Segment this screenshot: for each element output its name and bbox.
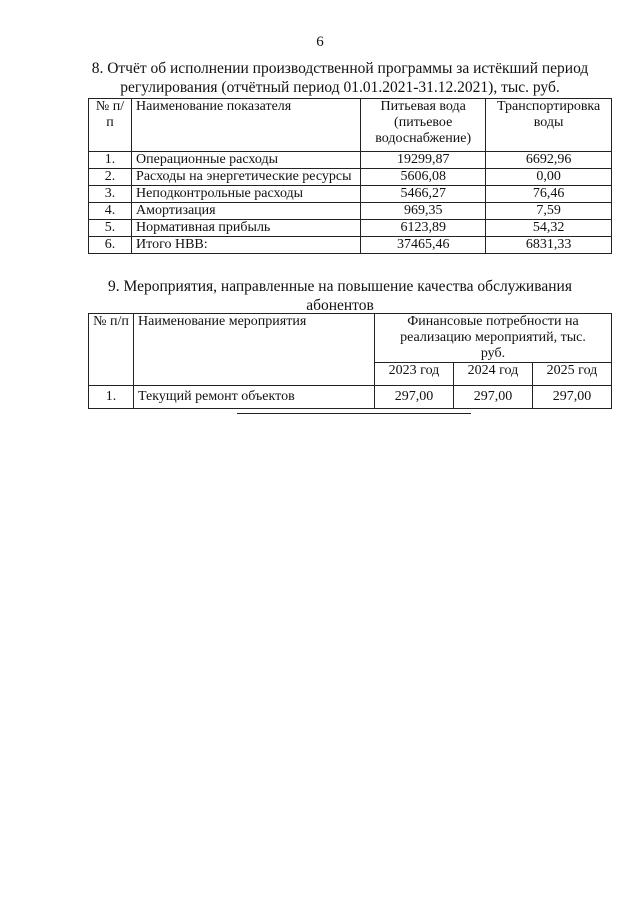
row-transport-value: 6692,96: [486, 152, 612, 169]
row-transport-value: 54,32: [486, 220, 612, 237]
page-number: 6: [316, 34, 324, 50]
table-row: [89, 152, 612, 169]
row-num: 5.: [89, 220, 132, 237]
header-water-transport: Транспортировка воды: [486, 99, 612, 152]
row-num: 1.: [89, 152, 132, 169]
measures-table-header-row: [89, 314, 612, 363]
table-row: [89, 220, 612, 237]
section-9-title: [70, 277, 610, 315]
header-num: № п/п: [89, 314, 134, 386]
header-year-2025: 2025 год: [532, 363, 611, 386]
table-row: [89, 186, 612, 203]
row-value-2023: 297,00: [375, 386, 454, 409]
report-table: [88, 98, 612, 254]
row-num: 1.: [89, 386, 134, 409]
row-name: Нормативная прибыль: [132, 220, 361, 237]
row-value-2025: 297,00: [532, 386, 611, 409]
header-measure-name: Наименование мероприятия: [134, 314, 375, 386]
report-table-header-row: [89, 99, 612, 152]
row-value-2024: 297,00: [453, 386, 532, 409]
section-9-title-line2: абонентов: [306, 297, 374, 314]
table-row: [89, 203, 612, 220]
header-financial-needs: Финансовые потребности на реализацию мероприятий, тыс. руб.: [375, 314, 612, 363]
row-drinking-value: 5606,08: [361, 169, 486, 186]
row-drinking-value: 19299,87: [361, 152, 486, 169]
section-8-title-line2: регулирования (отчётный период 01.01.2021-31.12.2021), тыс. руб.: [120, 79, 560, 96]
table-row: [89, 237, 612, 254]
row-num: 4.: [89, 203, 132, 220]
row-drinking-value: 37465,46: [361, 237, 486, 254]
row-num: 3.: [89, 186, 132, 203]
row-name: Неподконтрольные расходы: [132, 186, 361, 203]
header-num: № п/п: [89, 99, 132, 152]
row-name: Итого НВВ:: [132, 237, 361, 254]
row-transport-value: 76,46: [486, 186, 612, 203]
measures-table: [88, 313, 612, 409]
row-transport-value: 7,59: [486, 203, 612, 220]
section-9-title-line1: 9. Мероприятия, направленные на повышение качества обслуживания: [108, 278, 572, 295]
row-num: 2.: [89, 169, 132, 186]
row-transport-value: 6831,33: [486, 237, 612, 254]
end-divider-line: [237, 413, 471, 414]
section-8-title: [60, 59, 620, 97]
row-name: Операционные расходы: [132, 152, 361, 169]
table-row: [89, 386, 612, 409]
header-drinking-water: Питьевая вода (питьевое водоснабжение): [361, 99, 486, 152]
row-drinking-value: 6123,89: [361, 220, 486, 237]
table-row: [89, 169, 612, 186]
header-indicator-name: Наименование показателя: [132, 99, 361, 152]
row-name: Амортизация: [132, 203, 361, 220]
section-8-title-line1: 8. Отчёт об исполнении производственной программы за истёкший период: [91, 60, 589, 77]
header-year-2024: 2024 год: [453, 363, 532, 386]
row-name: Текущий ремонт объектов: [134, 386, 375, 409]
row-transport-value: 0,00: [486, 169, 612, 186]
row-drinking-value: 5466,27: [361, 186, 486, 203]
row-name: Расходы на энергетические ресурсы: [132, 169, 361, 186]
row-num: 6.: [89, 237, 132, 254]
header-year-2023: 2023 год: [375, 363, 454, 386]
row-drinking-value: 969,35: [361, 203, 486, 220]
